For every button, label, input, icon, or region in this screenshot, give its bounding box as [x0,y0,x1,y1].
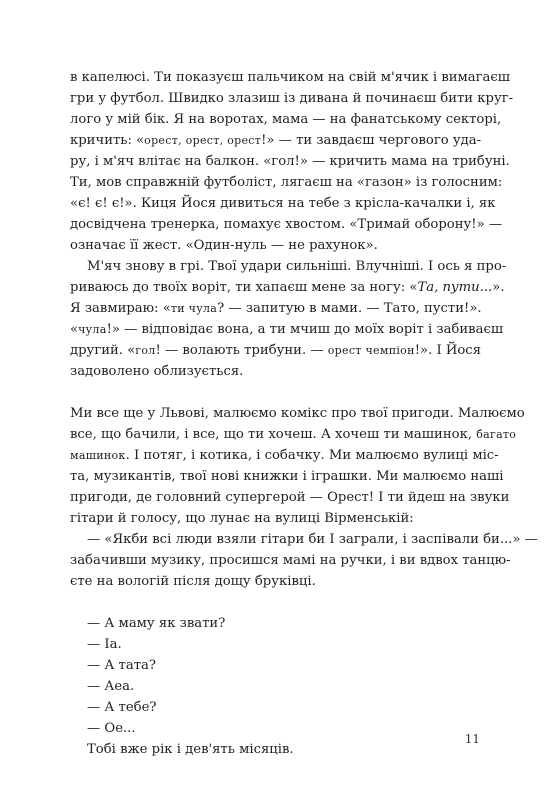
text-line: кричить: «орест, орест, орест!» — ти завдаєш чергового уда- [70,133,482,148]
text-line: машинок. І потяг, і котика, і собачку. Ми малюємо вулиці міс- [70,448,499,463]
text-line: Я завмираю: «ти чула? — запитую в мами. — Тато, пусти!». [70,301,482,316]
text-line: забачивши музику, просишся мамі на ручки, і ви вдвох танцю- [70,553,511,568]
dialogue-line: — А маму як звати? [87,616,226,631]
page-number: 11 [464,732,480,746]
dialogue-line: — А тебе? [87,700,157,715]
text-line: «є! є! є!». Киця Йося дивиться на тебе з крісла-качалки і, як [70,196,496,211]
text-line: риваюсь до твоїх воріт, ти хапаєш мене за ногу: «Та, пути...». [70,280,505,295]
dialogue-line: — Ое... [87,721,136,736]
text-line: — «Якби всі люди взяли гітари би І заграли, і заспівали би...» — [87,532,538,547]
closing-line: Тобі вже рік і дев'ять місяців. [87,742,294,757]
text-line: лого у мій бік. Я на воротах, мама — на фанатському секторі, [70,112,502,127]
text-line: та, музикантів, твої нові книжки і іграшки. Ми малюємо наші [70,469,504,484]
text-line: все, що бачили, і все, що ти хочеш. А хочеш ти машинок, багато [70,427,517,442]
text-line: пригоди, де головний супергерой — Орест! І ти йдеш на звуки [70,490,510,505]
dialogue-line: — Іа. [87,637,122,652]
text-line: Ти, мов справжній футболіст, лягаєш на «газон» із голосним: [70,175,503,190]
text-line: «чула!» — відповідає вона, а ти мчиш до моїх воріт і забиваєш [70,322,504,337]
text-line: ру, і м'яч влітає на балкон. «гол!» — кричить мама на трибуні. [70,154,510,169]
text-line: М'яч знову в грі. Твої удари сильніші. Влучніші. І ось я про- [87,259,507,274]
text-line: задоволено облизується. [70,364,244,379]
text-line: єте на вологій після дощу бруківці. [70,574,316,589]
text-line: означає її жест. «Один-нуль — не рахунок». [70,238,378,253]
dialogue-line: — А тата? [87,658,156,673]
text-line: Ми все ще у Львові, малюємо комікс про твої пригоди. Малюємо [70,406,525,421]
text-line: гітари й голосу, що лунає на вулиці Вірменській: [70,511,414,526]
text-line: досвідчена тренерка, помахує хвостом. «Тримай оборону!» — [70,217,503,232]
dialogue-line: — Аеа. [87,679,135,694]
text-line: другий. «гол! — волають трибуни. — орест чемпіон!». І Йося [70,343,482,358]
text-line: гри у футбол. Швидко злазиш із дивана й починаєш бити круг- [70,91,514,106]
text-line: в капелюсі. Ти показуєш пальчиком на свій м'ячик і вимагаєш [70,70,511,85]
